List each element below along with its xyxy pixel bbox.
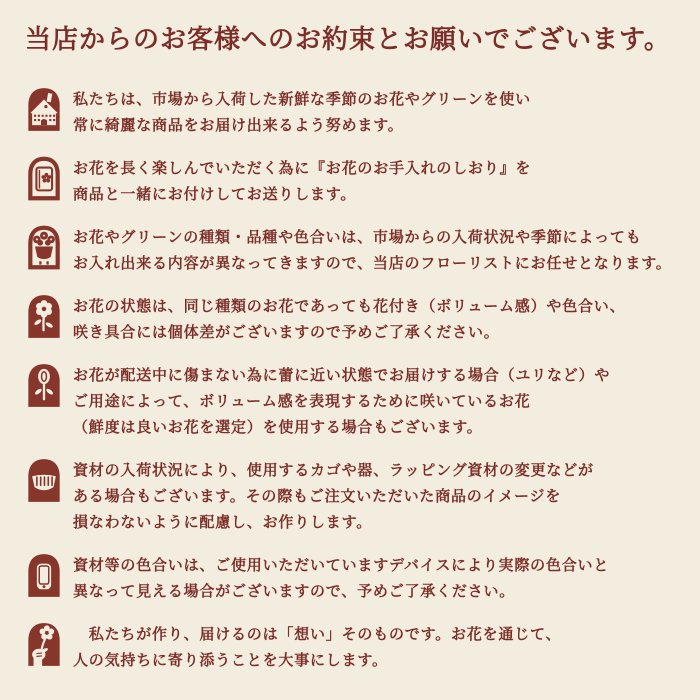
list-item <box>25 552 680 605</box>
item-text-line: お花を長く楽しんでいただく為に『お花のお手入れのしおり』を <box>73 160 532 177</box>
promise-list <box>25 86 680 674</box>
item-text <box>73 224 672 277</box>
item-text-line: お花やグリーンの種類・品種や色合いは、市場からの入荷状況や季節によっても <box>73 229 642 246</box>
item-text-line: 資材の入荷状況により、使用するカゴや器、ラッピング資材の変更などが <box>73 462 594 479</box>
item-text-line: （鮮度は良いお花を選定）を使用する場合もございます。 <box>73 419 483 436</box>
shop-house-icon <box>25 86 63 133</box>
care-booklet-icon <box>25 155 63 202</box>
list-item <box>25 86 680 139</box>
item-text-line: 常に綺麗な商品をお届け出来るよう努めます。 <box>73 117 404 134</box>
page-title: 当店からのお客様へのお約束とお願いでございます。 <box>25 24 671 54</box>
item-text-line: ご用途によって、ボリューム感を表現するために咲いているお花 <box>73 393 531 410</box>
item-text-line: お入れ出来る内容が異なってきますので、当店のフローリストにお任せとなります。 <box>73 255 672 272</box>
flower-icon <box>25 293 63 340</box>
item-text <box>73 155 531 208</box>
tulip-bud-icon <box>25 362 63 409</box>
item-text-line: ある場合もございます。その際もご注文いただいた商品のイメージを <box>73 488 562 505</box>
item-text-line: お花の状態は、同じ種類のお花であっても花付き（ボリューム感）や色合い、 <box>73 298 626 315</box>
hand-flower-icon <box>25 621 63 668</box>
list-item <box>25 457 680 536</box>
smartphone-icon <box>25 552 63 599</box>
item-text-line: 商品と一緒にお付けしてお送りします。 <box>73 186 357 203</box>
item-text-line: お花が配送中に傷まない為に蕾に近い状態でお届けする場合（ユリなど）や <box>73 367 611 384</box>
list-item <box>25 155 680 208</box>
item-text-line: 資材等の色合いは、ご使用いただいていますデバイスにより実際の色合いと <box>73 557 610 574</box>
item-text-line: 人の気持ちに寄り添うことを大事にします。 <box>73 652 388 669</box>
list-item <box>25 362 680 441</box>
item-text-line: 私たちは、市場から入荷した新鮮な季節のお花やグリーンを使い <box>73 91 531 108</box>
item-text <box>73 552 609 605</box>
item-text <box>73 457 594 536</box>
list-item <box>25 293 680 346</box>
item-text <box>73 86 531 139</box>
list-item <box>25 224 680 277</box>
item-text-line: 私たちが作り、届けるのは「想い」そのものです。お花を通じて、 <box>73 626 562 643</box>
list-item <box>25 621 680 674</box>
item-text-line: 異なって見える場合がございますので、予めご了承ください。 <box>73 583 516 600</box>
bouquet-icon <box>25 224 63 271</box>
item-text-line: 咲き具合には個体差がございますので予めご了承ください。 <box>73 324 500 341</box>
item-text <box>73 362 610 441</box>
basket-icon <box>25 457 63 504</box>
item-text-line: 損なわないように配慮し、お作りします。 <box>73 514 373 531</box>
item-text <box>73 293 625 346</box>
item-text <box>73 621 561 674</box>
